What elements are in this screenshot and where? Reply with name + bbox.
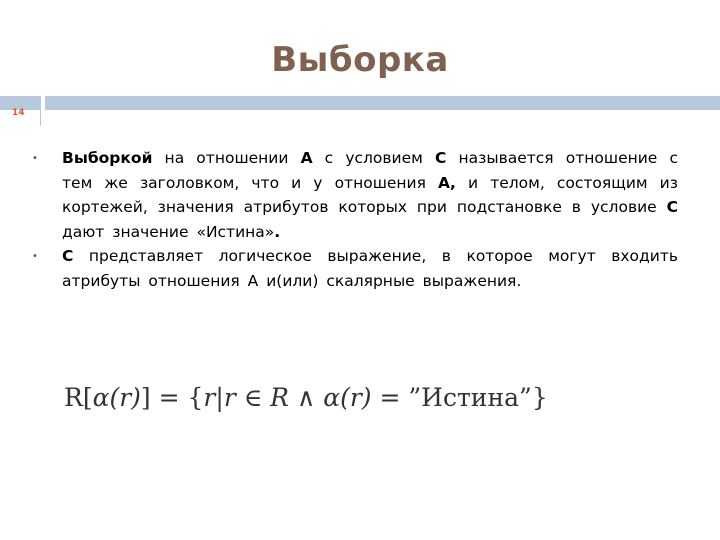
- text-fragment: на отношении: [152, 149, 301, 167]
- header-divider-bar: [45, 96, 720, 110]
- text-fragment: и телом, состоящим из кортежей, значения атрибутов которых при подстановке в условие: [62, 173, 678, 216]
- text-fragment: дают значение «Истина»: [62, 222, 275, 241]
- condition-c: С: [434, 149, 447, 167]
- text-fragment: с условием: [312, 149, 435, 167]
- bullet-text: [62, 146, 678, 244]
- formula-part: R: [270, 383, 289, 412]
- formula-part: = ”Истина”}: [371, 383, 548, 412]
- formula-part: r: [203, 383, 216, 412]
- text-fragment: .: [274, 222, 281, 241]
- text-fragment: называется отношение с тем же заголовком, что и у отношения: [62, 149, 678, 192]
- relation-a: А: [300, 149, 313, 167]
- bullet-item: [32, 244, 678, 293]
- condition-c: С: [62, 247, 74, 265]
- formula-part: R[: [64, 383, 93, 412]
- bullet-dot-icon: •: [32, 153, 38, 164]
- term-selection: Выборкой: [62, 149, 153, 167]
- formula-part: ∧: [289, 383, 324, 412]
- selection-formula: [64, 383, 604, 433]
- formula-part: α(r): [323, 383, 372, 412]
- bullet-item: [32, 146, 678, 244]
- slide-body: [32, 146, 678, 293]
- formula-part: r: [223, 383, 236, 412]
- header-divider-vertical: [40, 96, 41, 126]
- text-fragment: представляет логическое выражение, в которое могут входить атрибуты отношения А и(или) скалярные выражения.: [62, 247, 678, 290]
- page-number: 14: [12, 108, 25, 118]
- formula-part: ] = {: [140, 383, 204, 412]
- formula-part: ∈: [235, 383, 271, 412]
- bullet-dot-icon: •: [32, 251, 38, 262]
- slide-title: Выборка: [271, 40, 449, 80]
- formula-part: |: [215, 383, 224, 412]
- bullet-text: [62, 244, 678, 293]
- relation-a: А,: [438, 173, 456, 192]
- formula-part: α(r): [92, 383, 141, 412]
- condition-c: С: [666, 198, 678, 216]
